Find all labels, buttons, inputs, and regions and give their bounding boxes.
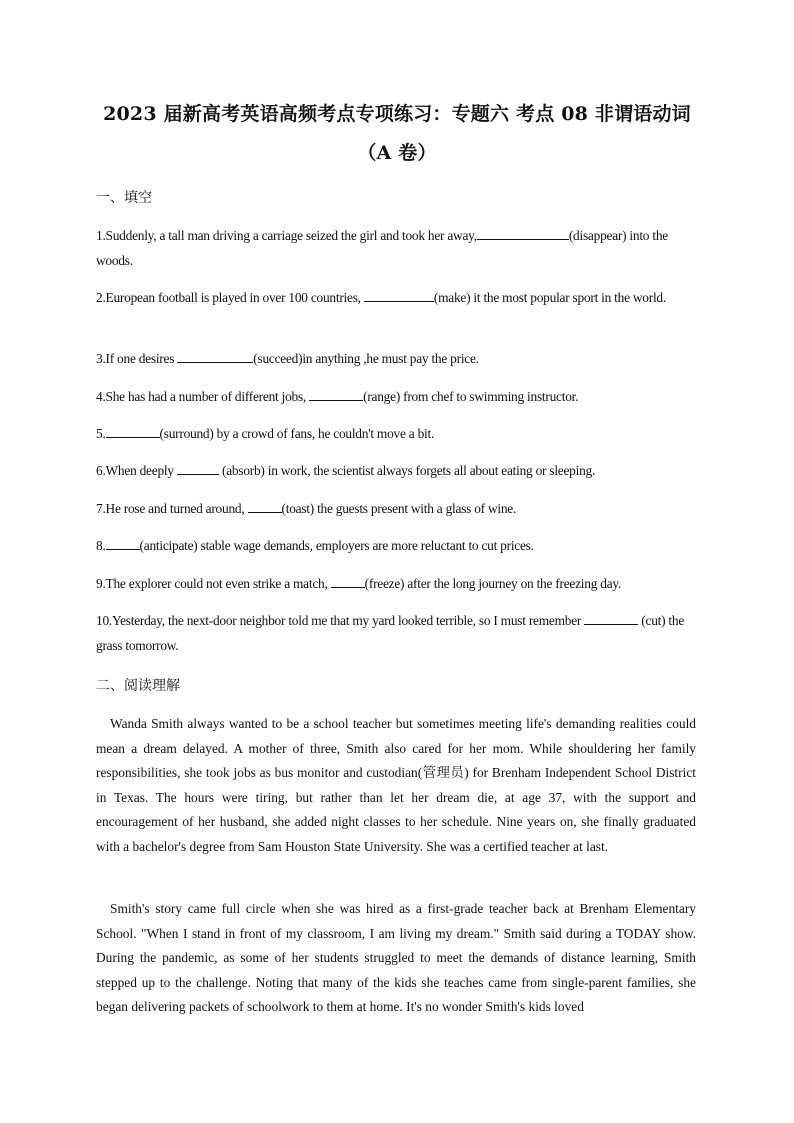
question-1 bbox=[96, 224, 696, 273]
question-hint: (surround) by a crowd of fans, he couldn't move a bit. bbox=[159, 426, 435, 441]
doc-title-line2: （A 卷） bbox=[357, 142, 437, 164]
answer-blank[interactable] bbox=[584, 610, 638, 625]
question-10 bbox=[96, 609, 696, 658]
question-hint: (absorb) in work, the scientist always forgets all about eating or sleeping. bbox=[218, 463, 596, 478]
answer-blank[interactable] bbox=[106, 535, 140, 550]
question-4 bbox=[96, 385, 696, 410]
question-7 bbox=[96, 497, 696, 522]
question-text: 3.If one desires bbox=[96, 351, 178, 366]
question-hint: (freeze) after the long journey on the freezing day. bbox=[364, 576, 622, 591]
question-text: 5. bbox=[96, 426, 106, 441]
answer-blank[interactable] bbox=[364, 287, 434, 302]
question-hint: (succeed)in anything ,he must pay the price. bbox=[253, 351, 479, 366]
section-heading-fill-blank: 一、填空 bbox=[96, 190, 152, 206]
question-hint: (anticipate) stable wage demands, employers are more reluctant to cut prices. bbox=[139, 538, 534, 553]
question-text: 4.She has had a number of different jobs, bbox=[96, 389, 310, 404]
question-text: 2.European football is played in over 100 countries, bbox=[96, 290, 364, 305]
question-hint: (cut) the grass tomorrow. bbox=[96, 613, 685, 653]
question-3 bbox=[96, 347, 696, 372]
question-6 bbox=[96, 459, 696, 484]
question-2 bbox=[96, 286, 696, 311]
question-text: 7.He rose and turned around, bbox=[96, 501, 248, 516]
answer-blank[interactable] bbox=[106, 423, 160, 438]
question-9 bbox=[96, 572, 696, 597]
question-hint: (toast) the guests present with a glass of wine. bbox=[281, 501, 517, 516]
section-heading-reading: 二、阅读理解 bbox=[96, 678, 180, 694]
answer-blank[interactable] bbox=[248, 498, 282, 513]
answer-blank[interactable] bbox=[177, 460, 219, 475]
answer-blank[interactable] bbox=[309, 386, 363, 401]
question-hint: (range) from chef to swimming instructor. bbox=[363, 389, 579, 404]
question-text: 8. bbox=[96, 538, 106, 553]
reading-paragraph-1: Wanda Smith always wanted to be a school teacher but sometimes meeting life's demanding realities could mean a dream delayed. A mother of three, Smith also cared for her mom. While shouldering her family responsibilities, she took jobs as bus monitor and custodian(管理员) for Brenham Independent School District in Texas. The hours were tiring, but rather than let her dream die, at age 37, with the support and encouragement of her husband, she added night classes to her schedule. Nine years on, she finally graduated with a bachelor's degree from Sam Houston State University. She was a certified teacher at last. bbox=[96, 716, 696, 854]
question-text: 6.When deeply bbox=[96, 463, 177, 478]
reading-paragraph-2: Smith's story came full circle when she was hired as a first-grade teacher back at Brenham Elementary School. "When I stand in front of my classroom, I am living my dream." Smith said during a TODAY show. During the pandemic, as some of her students struggled to meet the demands of distance learning, Smith stepped up to the challenge. Noting that many of the kids she teaches came from single-parent families, she began delivering packets of schoolwork to them at home. It's no wonder Smith's kids loved bbox=[96, 901, 696, 1015]
answer-blank[interactable] bbox=[331, 573, 365, 588]
question-text: 1.Suddenly, a tall man driving a carriage seized the girl and took her away, bbox=[96, 228, 477, 243]
question-8 bbox=[96, 534, 696, 559]
answer-blank[interactable] bbox=[477, 225, 569, 240]
doc-title-line1: 2023 届新高考英语高频考点专项练习：专题六 考点 08 非谓语动词 bbox=[103, 103, 691, 125]
question-hint: (make) it the most popular sport in the world. bbox=[433, 290, 666, 305]
question-text: 9.The explorer could not even strike a match, bbox=[96, 576, 331, 591]
question-text: 10.Yesterday, the next-door neighbor told me that my yard looked terrible, so I must remember bbox=[96, 613, 585, 628]
question-5 bbox=[96, 422, 696, 447]
answer-blank[interactable] bbox=[177, 348, 253, 363]
question-hint: (disappear) into the woods. bbox=[96, 228, 668, 268]
